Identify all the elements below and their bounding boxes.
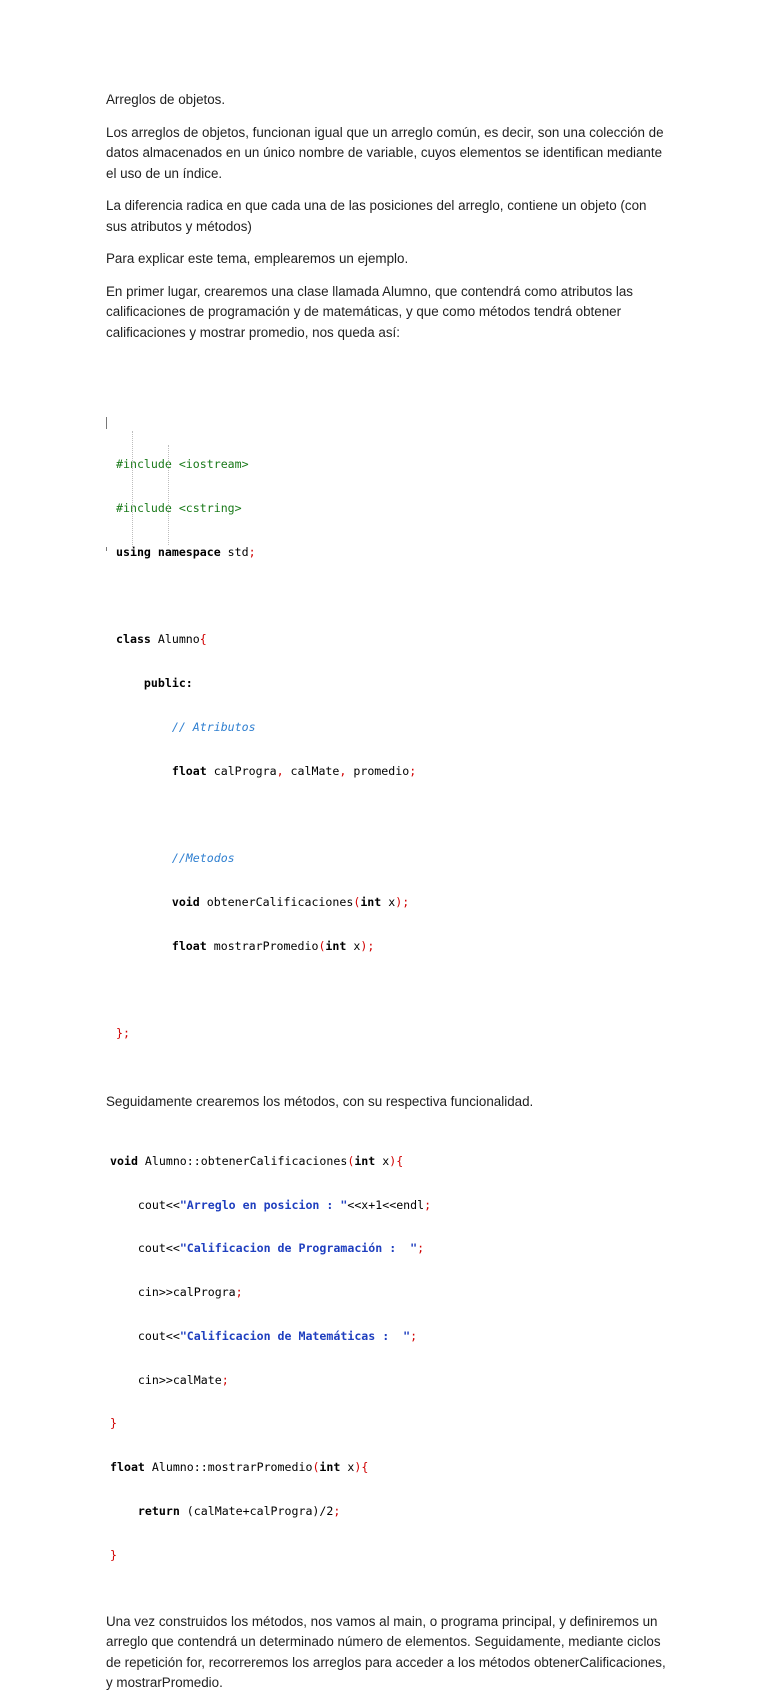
code-line: #include <cstring> [116,500,242,515]
code-line: public: [143,676,193,691]
code-line: cout<<"Calificacion de Matemáticas : "; [137,1328,418,1343]
indent-guide-inner [168,445,169,545]
code-line: void Alumno::obtenerCalificaciones(int x){ [110,1153,404,1168]
code-line: // Atributos [171,719,256,734]
paragraph-methods: Seguidamente crearemos los métodos, con su respectiva funcionalidad. [106,1094,534,1110]
collapse-marker-end [106,547,107,551]
code-line: cin>>calMate; [137,1372,229,1387]
code-line: }; [116,1026,130,1041]
code-line: using namespace std; [116,544,256,559]
code-block-methods [110,1125,666,1592]
code-block-class-alumno [116,355,666,1070]
paragraph-difference: La diferencia radica en que cada una de las posiciones del arreglo, contiene un objeto (con sus atributos y métodos) [106,198,647,234]
collapse-marker [106,417,107,429]
code-line: cin>>calProgra; [137,1285,243,1300]
code-line: } [110,1416,117,1431]
indent-guide [132,431,133,547]
code-line: void obtenerCalificaciones(int x); [171,894,410,909]
code-line: #include <iostream> [116,457,249,472]
code-line: cout<<"Arreglo en posicion : "<<x+1<<endl; [137,1197,432,1212]
code-line: float mostrarPromedio(int x); [171,938,375,953]
paragraph-intro: Los arreglos de objetos, funcionan igual que un arreglo común, es decir, son una colección de datos almacenados en un único nombre de variable, cuyos elementos se identifican mediante el uso de un índice. [106,124,664,181]
code-line: class Alumno{ [116,632,207,647]
paragraph-main: Una vez construidos los métodos, nos vamos al main, o programa principal, y definiremos un arreglo que contendrá un determinado número de elementos. Seguidamente, mediante ciclos de repetición for, recorreremos los arreglos para acceder a los métodos obtenerCalificaciones, y mostrarPromedio. [106,1613,666,1691]
code-line: float calProgra, calMate, promedio; [171,763,417,778]
code-line: float Alumno::mostrarPromedio(int x){ [110,1460,369,1475]
document-body [106,90,666,1706]
code-line: return (calMate+calProgra)/2; [137,1504,341,1519]
code-line: } [110,1547,117,1562]
code-line: //Metodos [171,851,235,866]
paragraph-example: Para explicar este tema, emplearemos un ejemplo. [106,251,409,266]
code-line: cout<<"Calificacion de Programación : "; [137,1241,425,1256]
page-title: Arreglos de objetos. [106,92,226,107]
paragraph-class-description: En primer lugar, crearemos una clase llamada Alumno, que contendrá como atributos las calificaciones de programación y de matemáticas, y que como métodos tendrá obtener calificaciones y mostrar promedio, nos queda así: [106,283,633,340]
